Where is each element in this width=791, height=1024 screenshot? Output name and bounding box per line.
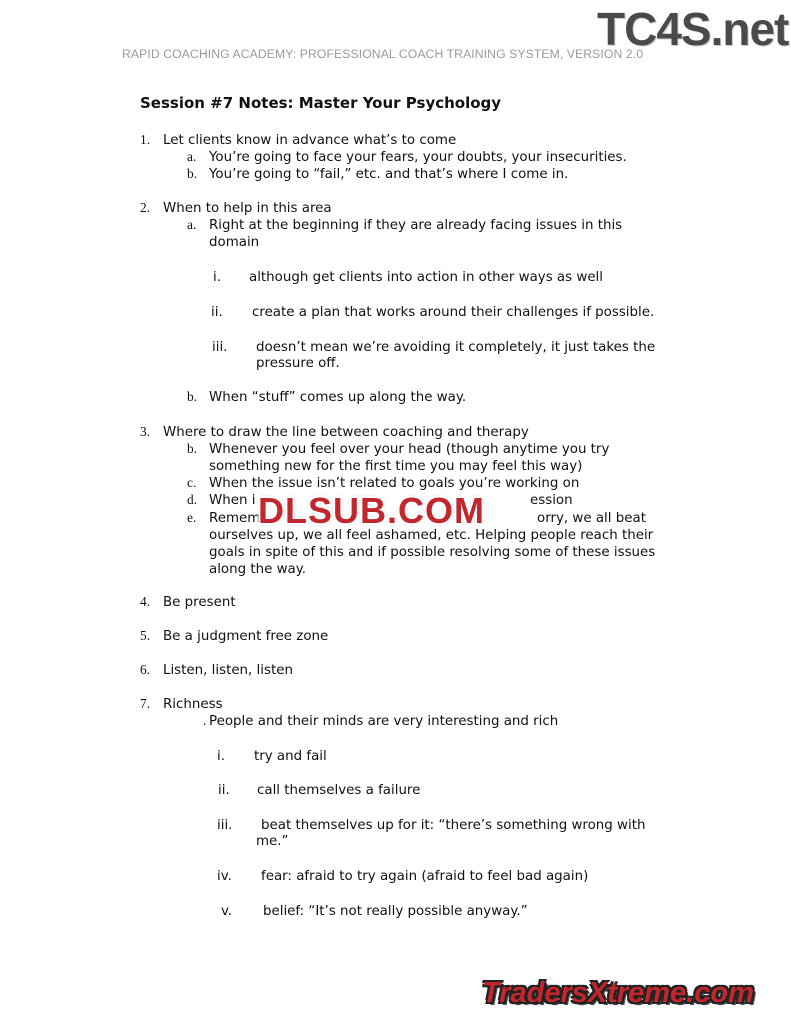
list-item: When i	[209, 493, 256, 508]
list-item-continued: goals in spite of this and if possible resolving some of these issues	[209, 545, 656, 560]
list-item: Let clients know in advance what’s to come	[163, 133, 457, 148]
list-item: Be a judgment free zone	[163, 629, 329, 644]
list-item-continued: pressure off.	[256, 356, 340, 371]
list-marker: b.	[187, 441, 198, 456]
list-number: 3.	[140, 424, 151, 439]
list-item: When the issue isn’t related to goals you’re working on	[209, 476, 580, 491]
list-marker: .	[203, 713, 207, 728]
list-marker: iv.	[217, 869, 232, 884]
list-marker: iii.	[217, 818, 233, 833]
list-number: 5.	[140, 628, 151, 643]
list-marker: ii.	[211, 305, 223, 320]
list-item: fear: afraid to try again (afraid to feel bad again)	[261, 869, 589, 884]
list-item: When “stuff” comes up along the way.	[209, 390, 467, 405]
list-number: 4.	[140, 594, 151, 609]
list-marker: a.	[187, 149, 197, 164]
list-item: You’re going to face your fears, your doubts, your insecurities.	[209, 150, 627, 165]
list-marker: b.	[187, 166, 198, 181]
list-marker: a.	[187, 217, 197, 232]
running-header: RAPID COACHING ACADEMY: PROFESSIONAL COACH TRAINING SYSTEM, VERSION 2.0	[122, 47, 644, 61]
list-number: 2.	[140, 200, 151, 215]
list-number: 6.	[140, 662, 151, 677]
list-item: doesn’t mean we’re avoiding it completely, it just takes the	[256, 340, 656, 355]
list-item-continued: me.”	[256, 834, 289, 849]
list-item-continued: ourselves up, we all feel ashamed, etc. Helping people reach their	[209, 528, 654, 543]
list-marker: i.	[213, 270, 221, 285]
list-item: beat themselves up for it: “there’s something wrong with	[261, 818, 646, 833]
watermark-middle: DLSUB.COM	[258, 490, 485, 531]
list-number: 7.	[140, 696, 151, 711]
list-item: Be present	[163, 595, 236, 610]
list-marker: iii.	[212, 340, 228, 355]
list-item: Richness	[163, 697, 223, 712]
list-marker: ii.	[218, 783, 230, 798]
list-marker: i.	[217, 749, 225, 764]
list-marker: v.	[221, 904, 233, 919]
page-title: Session #7 Notes: Master Your Psychology	[140, 94, 502, 112]
list-item: create a plan that works around their challenges if possible.	[252, 305, 655, 320]
list-item: You’re going to “fail,” etc. and that’s where I come in.	[209, 167, 569, 182]
list-item: People and their minds are very interesting and rich	[209, 714, 559, 729]
list-item: although get clients into action in other ways as well	[249, 270, 604, 285]
watermark-bottom: TradersXtreme.com	[482, 977, 754, 1009]
watermark-top: TC4S.net	[597, 3, 789, 55]
list-item: belief: “It’s not really possible anyway.”	[263, 904, 528, 919]
list-item: Remem	[209, 511, 261, 526]
list-item: Listen, listen, listen	[163, 663, 293, 678]
list-item: Where to draw the line between coaching and therapy	[163, 425, 529, 440]
list-item: call themselves a failure	[257, 783, 421, 798]
list-item-fragment: ession	[530, 493, 573, 508]
list-number: 1.	[140, 132, 151, 147]
list-item: When to help in this area	[163, 201, 332, 216]
list-item: Whenever you feel over your head (though anytime you try	[209, 442, 610, 457]
list-item: Right at the beginning if they are already facing issues in this	[209, 218, 623, 233]
list-item-fragment: orry, we all beat	[537, 511, 646, 526]
list-marker: d.	[187, 492, 198, 507]
list-item: try and fail	[254, 749, 327, 764]
list-item-continued: along the way.	[209, 562, 307, 577]
list-marker: c.	[187, 475, 197, 490]
list-marker: b.	[187, 389, 198, 404]
list-item-continued: domain	[209, 235, 260, 250]
list-item-continued: something new for the first time you may feel this way)	[209, 459, 583, 474]
list-marker: e.	[187, 510, 197, 525]
